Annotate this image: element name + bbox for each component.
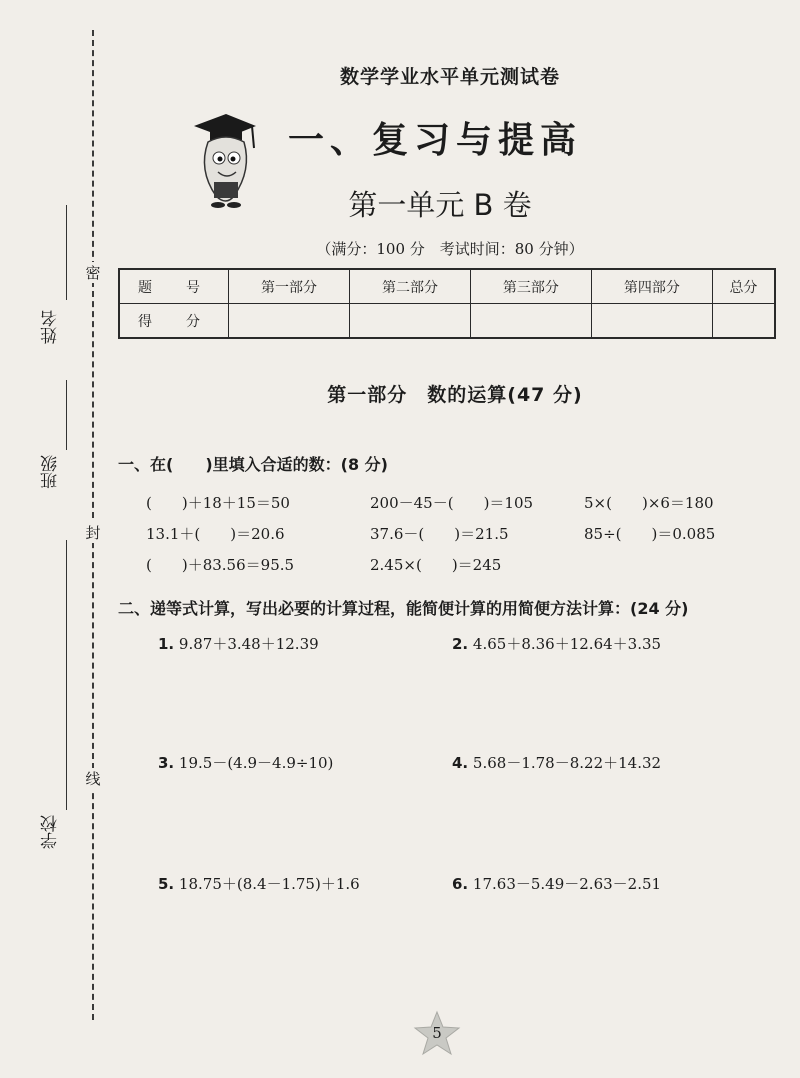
col-part4: 第四部分	[591, 269, 712, 304]
series-title: 数学学业水平单元测试卷	[339, 66, 560, 88]
section1-title: 一、在( )里填入合适的数：(8 分)	[118, 455, 388, 474]
fill-blank-item[interactable]: 5×( )×6＝180	[584, 494, 714, 512]
name-field-label: 姓名	[41, 310, 61, 344]
calc-problem-3	[158, 752, 333, 773]
chapter-title: 一、复习与提高	[287, 119, 582, 161]
score-cell-part2[interactable]	[349, 304, 470, 339]
row-label-score: 得 分	[119, 304, 229, 339]
fill-row	[0, 492, 800, 518]
col-part2: 第二部分	[349, 269, 470, 304]
calc-problem-4	[452, 752, 661, 773]
score-cell-part1[interactable]	[229, 304, 350, 339]
binding-word-seal: 密	[80, 262, 106, 283]
problem-expression: 4.65＋8.36＋12.64＋3.35	[472, 635, 662, 653]
binding-word-line: 线	[80, 768, 106, 789]
calc-problem-6	[452, 873, 661, 894]
fill-blank-item[interactable]: ( )＋83.56＝95.5	[146, 556, 295, 574]
graduate-mascot-icon	[190, 110, 260, 210]
fill-blank-item[interactable]: 200－45－( )＝105	[370, 494, 534, 512]
calc-problem-5	[158, 873, 360, 894]
fill-blank-item[interactable]: ( )＋18＋15＝50	[146, 494, 290, 512]
fill-blank-item[interactable]: 37.6－( )＝21.5	[370, 525, 509, 543]
name-field-line[interactable]	[66, 205, 67, 300]
score-cell-total[interactable]	[712, 304, 775, 339]
school-field-line[interactable]	[66, 540, 67, 810]
score-table	[118, 268, 776, 339]
col-part1: 第一部分	[229, 269, 350, 304]
problem-number: 5.	[158, 875, 175, 893]
fill-row	[0, 523, 800, 549]
row-label-question: 题 号	[119, 269, 229, 304]
score-table-header-row	[119, 269, 775, 304]
score-table-score-row	[119, 304, 775, 339]
calc-problem-2	[452, 633, 661, 654]
problem-expression: 17.63－5.49－2.63－2.51	[472, 875, 662, 893]
col-total: 总分	[712, 269, 775, 304]
part1-title: 第一部分 数的运算(47 分)	[327, 384, 583, 406]
section2-title: 二、递等式计算，写出必要的计算过程，能简便计算的用简便方法计算：(24 分)	[118, 599, 689, 618]
score-cell-part3[interactable]	[470, 304, 591, 339]
problem-expression: 5.68－1.78－8.22＋14.32	[472, 754, 662, 772]
binding-word-close: 封	[80, 522, 106, 543]
col-part3: 第三部分	[470, 269, 591, 304]
problem-expression: 19.5－(4.9－4.9÷10)	[178, 754, 334, 772]
class-field-label: 班级	[41, 455, 61, 489]
calc-problem-1	[158, 633, 319, 654]
problem-expression: 18.75＋(8.4－1.75)＋1.6	[178, 875, 360, 893]
fill-blank-item[interactable]: 13.1＋( )＝20.6	[146, 525, 285, 543]
problem-number: 1.	[158, 635, 175, 653]
unit-title: 第一单元 B 卷	[348, 188, 532, 222]
fill-row	[0, 554, 800, 580]
problem-number: 3.	[158, 754, 175, 772]
school-field-label: 学校	[41, 815, 61, 849]
exam-info: （满分：100 分 考试时间：80 分钟）	[316, 240, 584, 258]
problem-number: 4.	[452, 754, 469, 772]
fill-blank-item[interactable]: 2.45×( )＝245	[370, 556, 502, 574]
fill-blank-item[interactable]: 85÷( )＝0.085	[584, 525, 716, 543]
score-cell-part4[interactable]	[591, 304, 712, 339]
class-field-line[interactable]	[66, 380, 67, 450]
problem-number: 2.	[452, 635, 469, 653]
problem-number: 6.	[452, 875, 469, 893]
page-number: 5	[432, 1024, 442, 1042]
problem-expression: 9.87＋3.48＋12.39	[178, 635, 319, 653]
